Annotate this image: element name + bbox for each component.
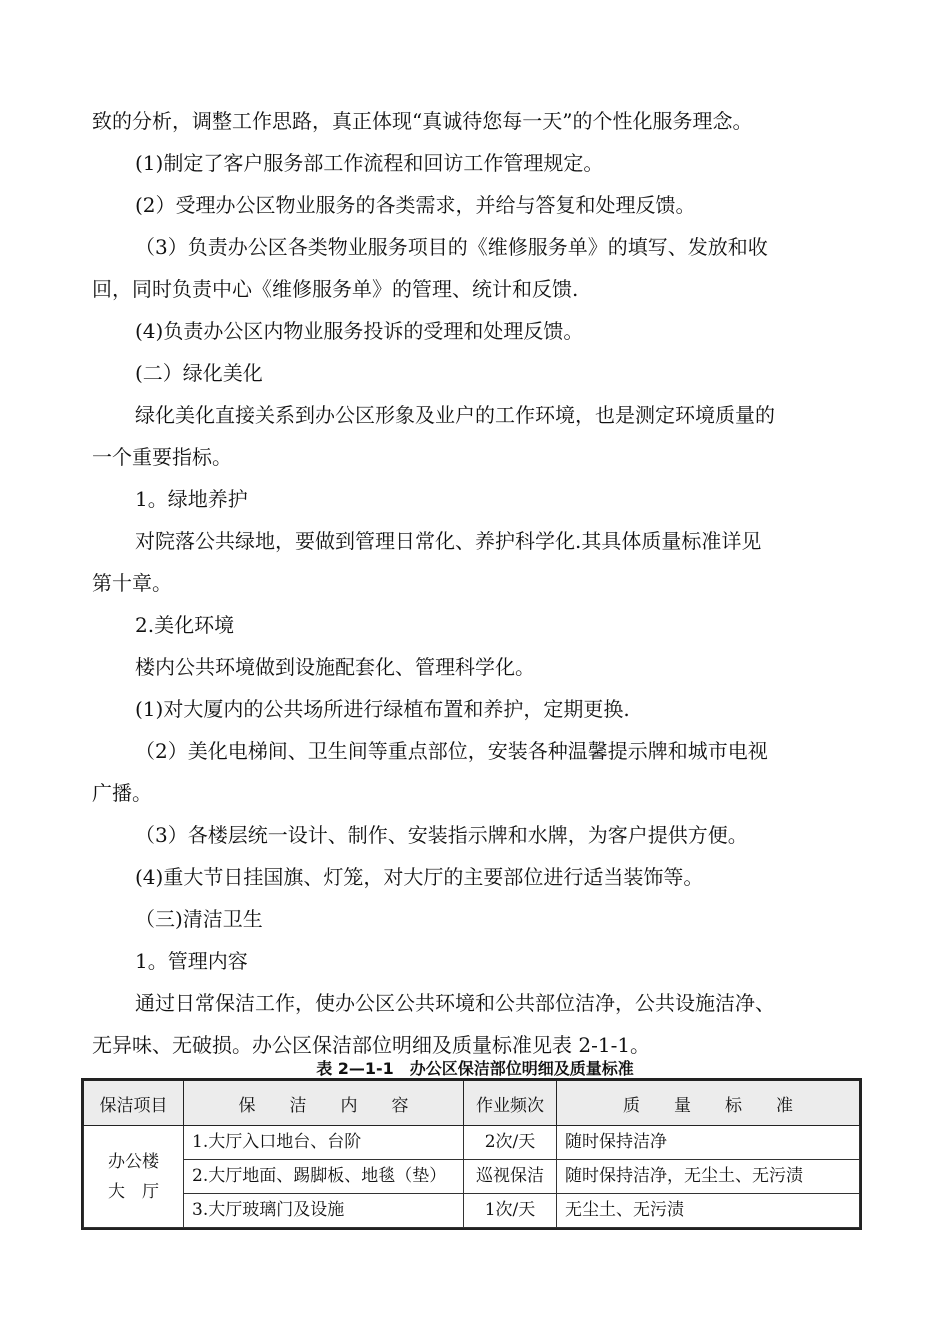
paragraph-line: (1)制定了客户服务部工作流程和回访工作管理规定。 xyxy=(135,151,604,175)
table-row xyxy=(84,1194,860,1228)
paragraph-line: （3）各楼层统一设计、制作、安装指示牌和水牌，为客户提供方便。 xyxy=(135,823,748,847)
paragraph-line: 第十章。 xyxy=(92,571,172,595)
area-label-line: 大 厅 xyxy=(108,1181,159,1202)
table-row xyxy=(84,1160,860,1194)
subsection-heading: 1。管理内容 xyxy=(135,949,248,973)
standard-cell: 随时保持洁净，无尘土、无污渍 xyxy=(557,1160,860,1194)
column-header: 保洁项目 xyxy=(84,1081,184,1126)
paragraph-line: 对院落公共绿地，要做到管理日常化、养护科学化.其具体质量标准详见 xyxy=(135,529,762,553)
paragraph-line: 无异味、无破损。办公区保洁部位明细及质量标准见表 2-1-1。 xyxy=(92,1033,651,1057)
paragraph-line: (4)重大节日挂国旗、灯笼，对大厅的主要部位进行适当装饰等。 xyxy=(135,865,704,889)
content-cell: 1.大厅入口地台、台阶 xyxy=(184,1126,464,1160)
table-caption: 表 2—1-1 办公区保洁部位明细及质量标准 xyxy=(316,1059,634,1078)
standard-cell: 无尘土、无污渍 xyxy=(557,1194,860,1228)
cleaning-standards-table xyxy=(83,1080,860,1228)
subsection-heading: 1。绿地养护 xyxy=(135,487,248,511)
paragraph-line: (1)对大厦内的公共场所进行绿植布置和养护，定期更换. xyxy=(135,697,630,721)
subsection-heading: 2.美化环境 xyxy=(135,613,235,637)
section-heading: (二）绿化美化 xyxy=(135,361,263,385)
column-header: 质 量 标 准 xyxy=(557,1081,860,1126)
frequency-cell: 1次/天 xyxy=(464,1194,557,1228)
paragraph-line: 一个重要指标。 xyxy=(92,445,232,469)
paragraph-line: (4)负责办公区内物业服务投诉的受理和处理反馈。 xyxy=(135,319,584,343)
column-header: 作业频次 xyxy=(464,1081,557,1126)
paragraph-line: 楼内公共环境做到设施配套化、管理科学化。 xyxy=(135,655,535,679)
standard-cell: 随时保持洁净 xyxy=(557,1126,860,1160)
paragraph-line: （3）负责办公区各类物业服务项目的《维修服务单》的填写、发放和收 xyxy=(135,235,768,259)
paragraph-line: 绿化美化直接关系到办公区形象及业户的工作环境，也是测定环境质量的 xyxy=(135,403,775,427)
content-cell: 2.大厅地面、踢脚板、地毯（垫） xyxy=(184,1160,464,1194)
table-header-row xyxy=(84,1081,860,1126)
area-label-line: 办公楼 xyxy=(108,1151,159,1172)
paragraph-line: 回，同时负责中心《维修服务单》的管理、统计和反馈. xyxy=(92,277,579,301)
area-cell xyxy=(84,1126,184,1228)
table-row xyxy=(84,1126,860,1160)
frequency-cell: 2次/天 xyxy=(464,1126,557,1160)
frequency-cell: 巡视保洁 xyxy=(464,1160,557,1194)
section-heading: （三)清洁卫生 xyxy=(135,907,263,931)
paragraph-line: (2）受理办公区物业服务的各类需求，并给与答复和处理反馈。 xyxy=(135,193,696,217)
column-header: 保 洁 内 容 xyxy=(184,1081,464,1126)
paragraph-line: 致的分析，调整工作思路，真正体现“真诚待您每一天”的个性化服务理念。 xyxy=(92,109,753,133)
paragraph-line: 广播。 xyxy=(92,781,152,805)
paragraph-line: 通过日常保洁工作，使办公区公共环境和公共部位洁净，公共设施洁净、 xyxy=(135,991,775,1015)
paragraph-line: （2）美化电梯间、卫生间等重点部位，安装各种温馨提示牌和城市电视 xyxy=(135,739,768,763)
content-cell: 3.大厅玻璃门及设施 xyxy=(184,1194,464,1228)
